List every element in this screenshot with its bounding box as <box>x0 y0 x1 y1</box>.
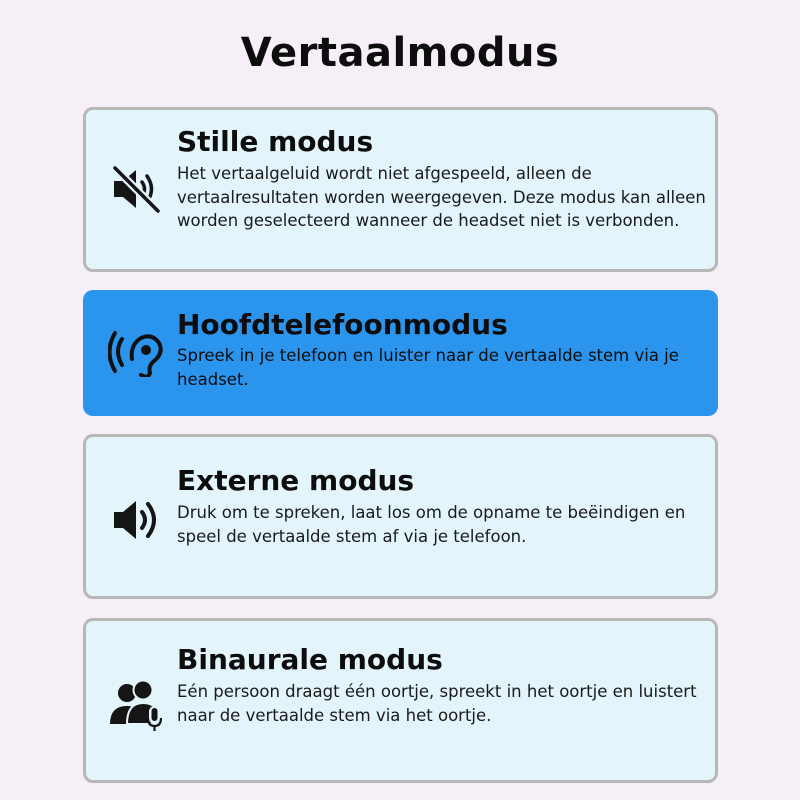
mode-title: Binaurale modus <box>177 643 443 676</box>
mode-title: Hoofdtelefoonmodus <box>177 308 508 341</box>
mode-description: Eén persoon draagt één oortje, spreekt in het oortje en luistert naar de vertaalde stem via het oortje. <box>177 682 697 725</box>
mode-description: Druk om te spreken, laat los om de opname te beëindigen en speel de vertaalde stem af via je telefoon. <box>177 503 686 546</box>
page-title: Vertaalmodus <box>240 30 560 76</box>
mode-title: Externe modus <box>177 464 415 497</box>
mode-option-external[interactable] <box>83 434 718 599</box>
speaker-muted-icon <box>108 160 166 218</box>
mode-description: Het vertaalgeluid wordt niet afgespeeld, alleen de vertaalresultaten worden weergegeven. Deze modus kan alleen worden geselecteerd wanneer de headset niet is verbonden. <box>177 164 706 230</box>
ear-hearing-icon <box>108 319 166 377</box>
speaker-volume-icon <box>108 491 166 549</box>
two-persons-microphone-icon <box>108 676 166 734</box>
mode-option-silent[interactable] <box>83 107 718 272</box>
mode-option-binaural[interactable] <box>83 618 718 783</box>
mode-option-headphone[interactable] <box>83 290 718 416</box>
mode-title: Stille modus <box>177 125 374 158</box>
mode-description: Spreek in je telefoon en luister naar de vertaalde stem via je headset. <box>177 346 679 389</box>
